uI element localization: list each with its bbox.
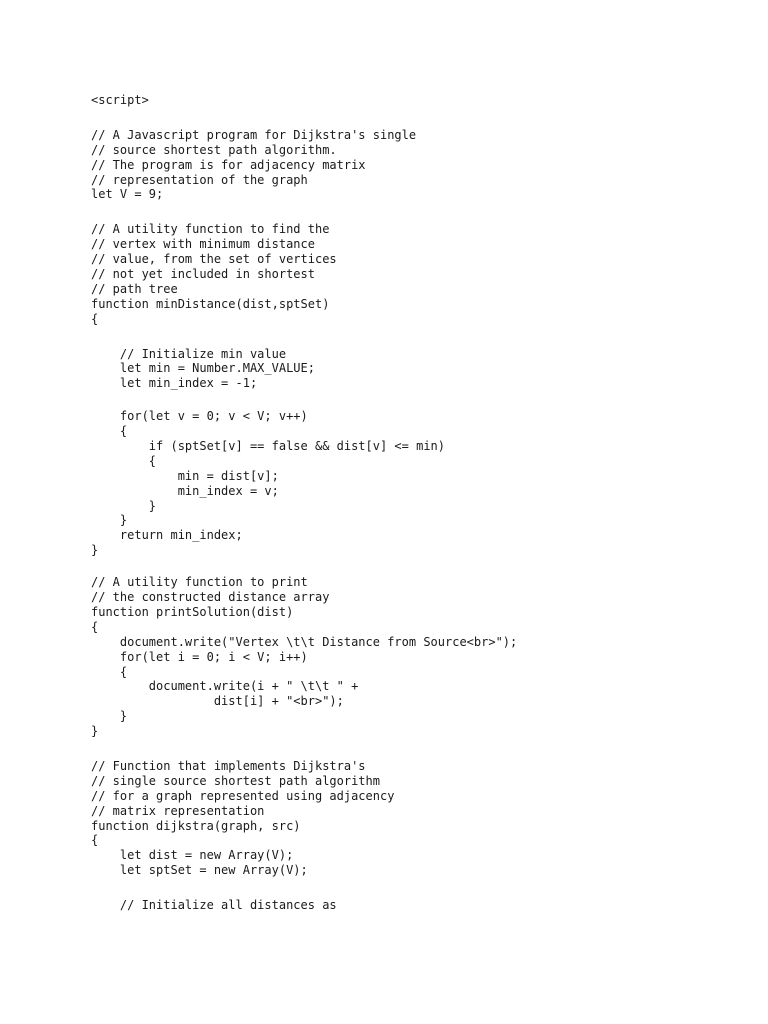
code-line: <script> <box>91 93 149 107</box>
code-line: // A utility function to find the <box>91 222 330 237</box>
blank-line <box>91 391 751 409</box>
code-line: for(let i = 0; i < V; i++) <box>91 649 308 664</box>
code-line: let min = Number.MAX_VALUE; <box>91 361 315 376</box>
code-line: } <box>91 709 128 724</box>
code-block <box>91 93 751 913</box>
blank-line <box>91 108 751 128</box>
code-line: // Initialize all distances as <box>91 898 337 913</box>
blank-line <box>91 202 751 222</box>
code-line: let sptSet = new Array(V); <box>91 863 308 878</box>
code-line: { <box>91 311 99 326</box>
code-line: // Function that implements Dijkstra's <box>91 758 366 773</box>
code-line: // source shortest path algorithm. <box>91 142 337 157</box>
code-line: // path tree <box>91 281 178 296</box>
code-line: for(let v = 0; v < V; v++) <box>91 409 308 424</box>
code-line: // A Javascript program for Dijkstra's single <box>91 127 417 142</box>
code-line: } <box>91 543 99 558</box>
code-line: // the constructed distance array <box>91 590 330 605</box>
code-line: document.write(i + " \t\t " + <box>91 679 359 694</box>
code-line: dist[i] + "<br>"); <box>91 694 344 709</box>
code-line: } <box>91 498 157 513</box>
code-line: document.write("Vertex \t\t Distance from Source<br>"); <box>91 634 518 649</box>
code-line: // single source shortest path algorithm <box>91 773 380 788</box>
code-line: return min_index; <box>91 528 243 543</box>
code-line: function dijkstra(graph, src) <box>91 818 301 833</box>
code-line: { <box>91 664 128 679</box>
code-line: // representation of the graph <box>91 172 308 187</box>
code-line: function minDistance(dist,sptSet) <box>91 296 330 311</box>
code-line: min_index = v; <box>91 483 279 498</box>
code-line: } <box>91 513 128 528</box>
blank-line <box>91 739 751 759</box>
code-line: // for a graph represented using adjacency <box>91 788 395 803</box>
code-line: let min_index = -1; <box>91 376 258 391</box>
code-line: min = dist[v]; <box>91 468 279 483</box>
code-line: { <box>91 833 99 848</box>
code-line: // matrix representation <box>91 803 265 818</box>
code-line: let dist = new Array(V); <box>91 848 294 863</box>
code-line: { <box>91 453 157 468</box>
code-line: let V = 9; <box>91 187 164 202</box>
code-line: // vertex with minimum distance <box>91 237 315 252</box>
blank-line <box>91 558 751 575</box>
code-line: { <box>91 619 99 634</box>
blank-line <box>91 327 751 347</box>
code-line: // Initialize min value <box>91 346 287 361</box>
code-line: // not yet included in shortest <box>91 267 315 282</box>
code-line: // value, from the set of vertices <box>91 252 337 267</box>
code-line: function printSolution(dist) <box>91 604 294 619</box>
code-line: { <box>91 424 128 439</box>
code-line: // A utility function to print <box>91 575 308 590</box>
code-line: // The program is for adjacency matrix <box>91 157 366 172</box>
code-line: if (sptSet[v] == false && dist[v] <= min) <box>91 439 446 454</box>
code-line: } <box>91 724 99 739</box>
blank-line <box>91 878 751 898</box>
